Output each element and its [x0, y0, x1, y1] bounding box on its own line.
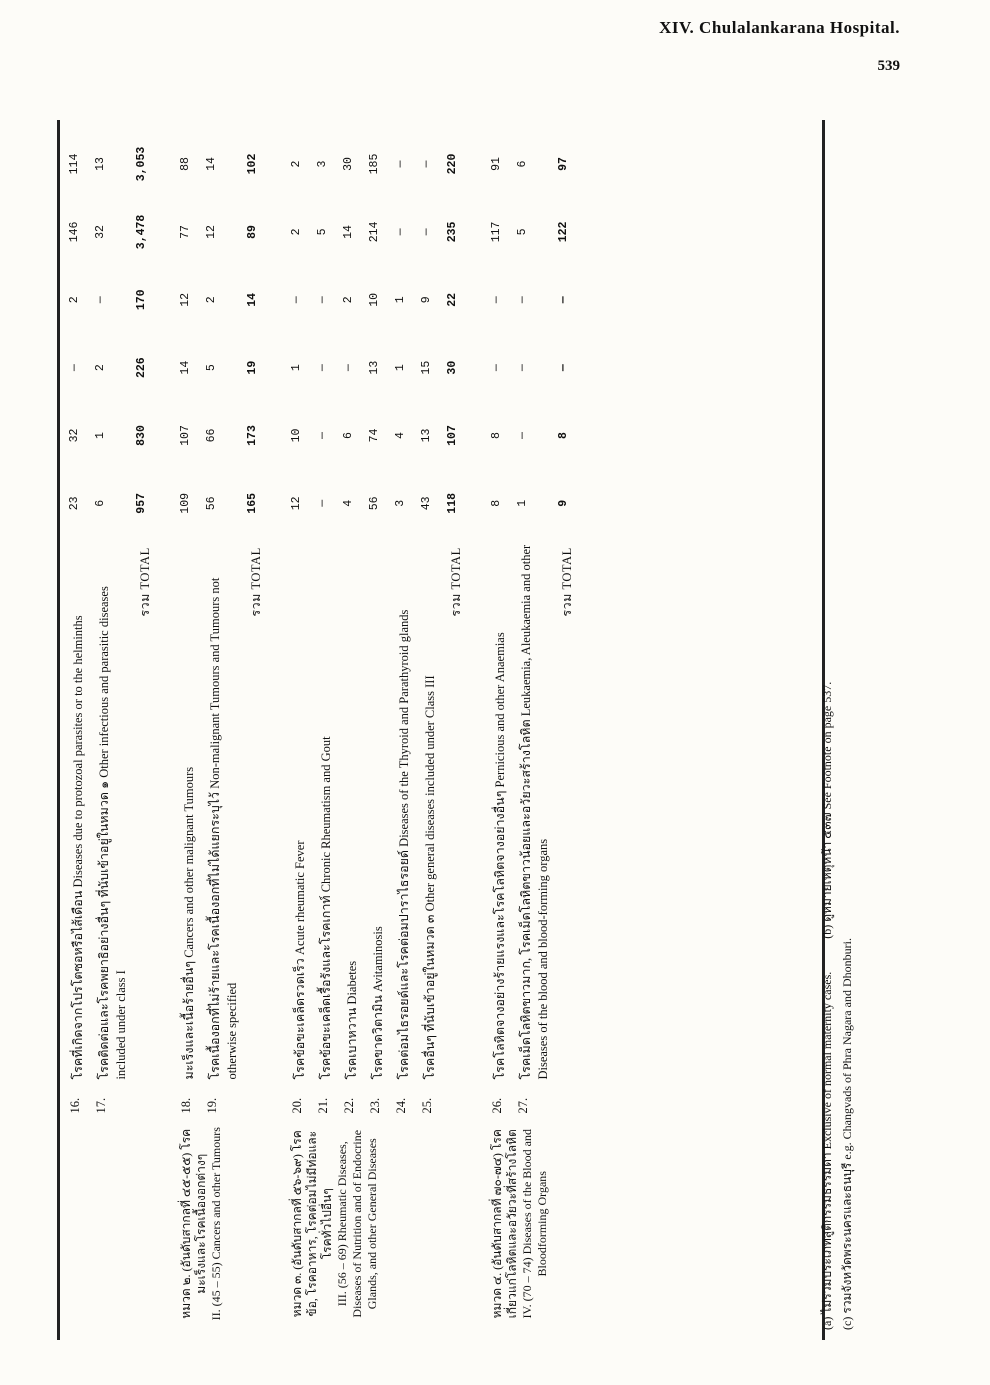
- value-cell: —: [68, 364, 81, 372]
- row-number: 20.: [290, 1097, 304, 1114]
- total-label: รวม TOTAL: [138, 547, 152, 617]
- table-row: [487, 130, 513, 1330]
- table-top-rule: [57, 120, 60, 1340]
- table-row: [65, 130, 91, 1330]
- group-spacer: [580, 130, 598, 1330]
- value-cell: 5: [316, 228, 329, 236]
- total-value-cell: 118: [446, 492, 459, 514]
- total-value-cell: 102: [246, 153, 259, 175]
- category-english: III. (56 – 69) Rheumatic Diseases, Diseases of Nutrition and of Endocrine Glands, and other General Diseases: [335, 1129, 379, 1318]
- row-number: 19.: [205, 1097, 219, 1114]
- value-cell: 13: [420, 428, 433, 443]
- row-number: 17.: [94, 1097, 108, 1114]
- footnote-c: (c) รวมจังหวัดพระนครและธนบุรี e.g. Changvads of Phra Nagara and Dhonburi.: [840, 938, 855, 1330]
- value-cell: 5: [205, 364, 218, 372]
- value-cell: 185: [368, 153, 381, 175]
- total-value-cell: 830: [135, 425, 148, 446]
- value-cell: —: [490, 296, 503, 304]
- value-cell: —: [290, 296, 303, 304]
- row-number: 26.: [490, 1097, 504, 1114]
- row-number: 27.: [516, 1097, 530, 1114]
- total-value-cell: 220: [446, 153, 459, 175]
- total-value-cell: 89: [246, 225, 259, 239]
- value-cell: 32: [68, 428, 81, 443]
- value-cell: —: [316, 499, 329, 507]
- value-cell: —: [490, 364, 503, 372]
- disease-description: โรคเนื้องอกที่ไม่ร้ายและโรคเนื้องอกที่ไม่ได้แยกระบุไว้ Non-malignant Tumours and Tumours not otherwise specified: [208, 577, 239, 1080]
- category-cell: [487, 1118, 580, 1331]
- value-cell: —: [420, 228, 433, 236]
- value-cell: 4: [394, 432, 407, 439]
- value-cell: 14: [179, 360, 192, 375]
- total-value-cell: 122: [557, 221, 570, 243]
- group-spacer: [469, 130, 487, 1330]
- value-cell: 114: [68, 153, 81, 175]
- total-value-cell: 957: [135, 492, 148, 514]
- row-number: 23.: [368, 1097, 382, 1114]
- page-number: 539: [877, 58, 900, 74]
- value-cell: —: [516, 364, 529, 372]
- total-value-cell: 8: [557, 432, 570, 439]
- value-cell: 15: [420, 360, 433, 375]
- group-spacer: [269, 130, 287, 1330]
- value-cell: 2: [342, 296, 355, 304]
- disease-description: โรคขาดวิตามิน Avitaminosis: [371, 926, 385, 1080]
- disease-description: โรคข้อขะเคล็ดรวดเร็ว Acute rheumatic Fever: [293, 840, 307, 1080]
- value-cell: —: [420, 160, 433, 168]
- group-spacer: [158, 130, 176, 1330]
- value-cell: 6: [342, 432, 355, 439]
- value-cell: 117: [490, 221, 503, 243]
- value-cell: 214: [368, 221, 381, 243]
- value-cell: 1: [394, 364, 407, 372]
- value-cell: 1: [394, 296, 407, 304]
- value-cell: 43: [420, 496, 433, 511]
- category-cell: [287, 1118, 469, 1331]
- value-cell: 2: [94, 364, 107, 372]
- footnotes: [817, 130, 858, 1330]
- disease-description: โรคที่เกิดจากโปรโตซอหรือไส้เดือน Diseases due to protozoal parasites or to the helminths: [71, 615, 85, 1080]
- value-cell: 12: [179, 292, 192, 307]
- total-value-cell: 30: [446, 360, 459, 375]
- value-cell: 8: [490, 499, 503, 507]
- disease-description: โรคเม็ดโลหิตขาวมาก, โรคเม็ดโลหิตขาวน้อยและอวัยวะสร้างโลหิต Leukaemia, Aleukaemia and other Diseases of the blood and blood-forming organs: [519, 544, 550, 1080]
- value-cell: 10: [368, 292, 381, 307]
- total-value-cell: —: [557, 296, 570, 304]
- footnote-a: (a) ไม่รวมประเภทสูติกรรมธรรมดา Exclusive of normal maternity cases.: [820, 971, 834, 1330]
- value-cell: 14: [205, 157, 218, 171]
- total-value-cell: 235: [446, 221, 459, 243]
- value-cell: 10: [290, 428, 303, 443]
- value-cell: —: [94, 296, 107, 304]
- category-cell: [65, 1118, 158, 1331]
- value-cell: 3: [316, 160, 329, 168]
- total-value-cell: 14: [246, 292, 259, 307]
- row-number: 18.: [179, 1097, 193, 1114]
- value-cell: 32: [94, 225, 107, 239]
- value-cell: 107: [179, 425, 192, 446]
- row-number: 21.: [316, 1097, 330, 1114]
- value-cell: 77: [179, 225, 192, 239]
- value-cell: 66: [205, 428, 218, 443]
- value-cell: 13: [94, 157, 107, 171]
- total-value-cell: 165: [246, 492, 259, 514]
- disease-description: โรคต่อมไธรอยด์และโรคต่อมปาราไธรอยด์ Diseases of the Thyroid and Parathyroid glands: [397, 609, 411, 1080]
- category-thai: หมวด ๒. (อันดับสากลที่ ๔๕-๕๕) โรคมะเร็งและโรคเนื้องอกต่างๆ: [179, 1128, 208, 1319]
- value-cell: 4: [342, 499, 355, 507]
- value-cell: 6: [516, 160, 529, 168]
- value-cell: 1: [94, 432, 107, 439]
- value-cell: 1: [290, 364, 303, 372]
- disease-statistics-table: [65, 130, 598, 1330]
- total-value-cell: 3,478: [135, 214, 148, 250]
- value-cell: 56: [368, 496, 381, 511]
- total-value-cell: 170: [135, 289, 148, 311]
- value-cell: 30: [342, 157, 355, 171]
- category-thai: หมวด ๓. (อันดับสากลที่ ๕๖-๖๙) โรคข้อ, โรคอาหาร, โรคต่อมไม่มีท่อและโรคทั่วไปอื่นๆ: [290, 1130, 334, 1318]
- category-thai: หมวด ๔. (อันดับสากลที่ ๗๐-๗๔) โรคเกี่ยวแก่โลหิตและอวัยวะที่สร้างโลหิต: [490, 1129, 519, 1319]
- value-cell: —: [342, 364, 355, 372]
- value-cell: 9: [420, 296, 433, 304]
- row-number: 25.: [420, 1097, 434, 1114]
- value-cell: 146: [68, 221, 81, 243]
- value-cell: 2: [68, 296, 81, 304]
- value-cell: —: [316, 432, 329, 439]
- value-cell: 6: [94, 499, 107, 507]
- disease-description: โรคโลหิตจางอย่างร้ายแรงและโรคโลหิตจางอย่างอื่นๆ Pernicious and other Anaemias: [493, 632, 507, 1080]
- value-cell: 12: [205, 225, 218, 239]
- disease-description: โรคอื่นๆ ที่นับเข้าอยู่ในหมวด ๓ Other general diseases included under Class III: [423, 675, 437, 1080]
- row-number: 22.: [342, 1097, 356, 1114]
- row-number: 16.: [68, 1097, 82, 1114]
- value-cell: —: [394, 228, 407, 236]
- total-label: รวม TOTAL: [560, 547, 574, 617]
- value-cell: 5: [516, 228, 529, 236]
- value-cell: —: [394, 160, 407, 168]
- value-cell: 23: [68, 496, 81, 511]
- value-cell: —: [316, 364, 329, 372]
- total-label: รวม TOTAL: [449, 547, 463, 617]
- footnote-b: (b) ดูหมายเหตุหน้า ๕๓๗ See Footnote on page 537.: [820, 681, 834, 939]
- value-cell: 8: [490, 432, 503, 439]
- table-row: [287, 130, 313, 1330]
- table-row: [176, 130, 202, 1330]
- value-cell: 12: [290, 496, 303, 511]
- total-value-cell: 173: [246, 425, 259, 446]
- total-value-cell: 3,053: [135, 146, 148, 182]
- rotated-table-frame: [45, 120, 855, 1340]
- total-value-cell: 22: [446, 292, 459, 307]
- value-cell: 109: [179, 492, 192, 514]
- value-cell: 74: [368, 428, 381, 443]
- value-cell: —: [316, 296, 329, 304]
- disease-description: โรคข้อขะเคล็ดเรื้อรังและโรคเกาท์ Chronic Rheumatism and Gout: [319, 736, 333, 1080]
- disease-description: โรคเบาหวาน Diabetes: [345, 960, 359, 1080]
- value-cell: 91: [490, 157, 503, 171]
- category-cell: [176, 1118, 269, 1331]
- total-value-cell: 97: [557, 157, 570, 171]
- row-number: 24.: [394, 1097, 408, 1114]
- disease-description: มะเร็งและเนื้อร้ายอื่นๆ Cancers and other malignant Tumours: [182, 766, 196, 1080]
- total-value-cell: —: [557, 364, 570, 372]
- total-label: รวม TOTAL: [249, 547, 263, 617]
- total-value-cell: 19: [246, 360, 259, 375]
- value-cell: 3: [394, 499, 407, 507]
- disease-description: โรคติดต่อและโรคพยาธิอย่างอื่นๆ ที่นับเข้าอยู่ในหมวด ๑ Other infectious and parasitic diseases included under class I: [97, 586, 128, 1080]
- category-english: II. (45 – 55) Cancers and other Tumours: [209, 1127, 223, 1321]
- value-cell: 2: [205, 296, 218, 304]
- value-cell: 2: [290, 228, 303, 236]
- value-cell: —: [516, 432, 529, 439]
- value-cell: —: [516, 296, 529, 304]
- total-value-cell: 107: [446, 425, 459, 446]
- category-english: IV. (70 – 74) Diseases of the Blood and Bloodforming Organs: [520, 1129, 549, 1319]
- value-cell: 13: [368, 360, 381, 375]
- value-cell: 14: [342, 225, 355, 239]
- total-value-cell: 9: [557, 499, 570, 507]
- value-cell: 1: [516, 499, 529, 507]
- value-cell: 2: [290, 160, 303, 168]
- total-value-cell: 226: [135, 357, 148, 379]
- value-cell: 56: [205, 496, 218, 511]
- value-cell: 88: [179, 157, 192, 171]
- running-header: XIV. Chulalankarana Hospital.: [659, 18, 900, 37]
